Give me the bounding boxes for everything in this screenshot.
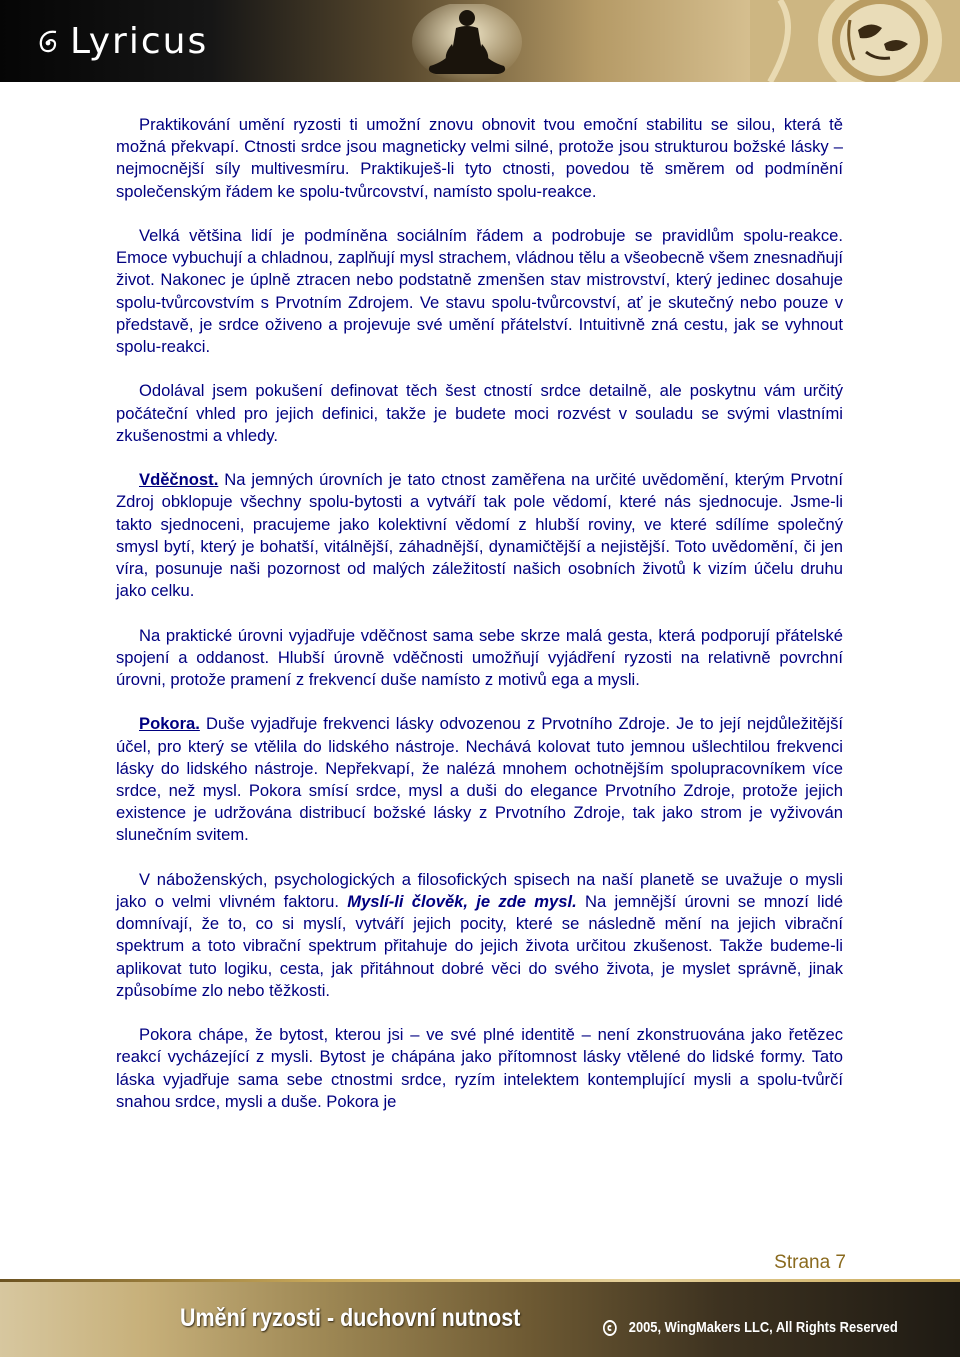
term-gratitude: Vděčnost. [139, 470, 219, 490]
paragraph-text: Pokora chápe, že bytost, kterou jsi – ve své plné identitě – není zkonstruována jako řetězec reakcí vycházející z mysli. Bytost je chápána jako přítomnost lásky vtělené do lidské formy. Tato láska vyjadřuje sama sebe ctnostmi srdce, ryzím intelektem kontemplující mysli a spolu-tvůrčí snahou srdce, mysli a duše. Pokora je [116, 1025, 843, 1111]
paragraph [116, 625, 843, 692]
paragraph [116, 380, 843, 447]
paragraph-text: Na jemnější úrovni se mnozí lidé domnívají, že to, co si myslí, vytváří jejich pocity, které se následně mění na jejich vibrační spektrum a toto vibrační spektrum přitahuje do jejich života určitou zkušenost. Takže budeme-li aplikovat tuto logiku, cesta, jak přitáhnout dobré věci do svého života, je myslet správně, jinak způsobíme zlo nebo těžkosti. [116, 892, 843, 1000]
footer-copyright [603, 1319, 898, 1336]
copyright-text: 2005, WingMakers LLC, All Rights Reserved [629, 1319, 898, 1336]
paragraph-humility [116, 713, 843, 846]
lyricus-logo [34, 20, 208, 62]
paragraph [116, 1024, 843, 1113]
page-header [0, 0, 960, 82]
spiral-mark-icon [34, 26, 64, 56]
paragraph [116, 225, 843, 358]
paragraph-text: Duše vyjadřuje frekvenci lásky odvozenou z Prvotního Zdroje. Je to její nejdůležitější účel, pro který se vtělila do lidského nástroje. Nechává kolovat tuto jemnou ušlechtilou frekvenci lásky do lidského nástroje. Nepřekvapí, že nalézá mnohem ochotnějším spolupracovníkem více srdce, než mysl. Pokora smísí srdce, mysl a duši do elegance Prvotního Zdroje, protože jejich existence je udržována distribucí božské lásky z Prvotního Zdroje, tak jako strom je vyživován slunečním svitem. [116, 714, 843, 845]
ornament-art-icon [750, 0, 960, 82]
term-humility: Pokora. [139, 714, 200, 734]
paragraph-text: Praktikování umění ryzosti ti umožní znovu obnovit tvou emoční stabilitu se silou, která tě možná překvapí. Ctnosti srdce jsou magneticky velmi silné, protože jsou strukturou božské lásky – nejmocnější síly multivesmíru. Praktikuješ-li tyto ctnosti, povedou tě směrem od podmínění společenským řádem ke spolu-tvůrcovství, namísto spolu-reakce. [116, 115, 843, 201]
paragraph-text: Na praktické úrovni vyjadřuje vděčnost sama sebe skrze malá gesta, která podporují přátelské spojení a oddanost. Hlubší úrovně vděčnosti umožňují vyjádření ryzosti na relativně povrchní úrovni, protože pramení z frekvencí duše namísto z motivů ega a mysli. [116, 625, 843, 690]
page-number: Strana 7 [774, 1252, 846, 1273]
footer-title: Umění ryzosti - duchovní nutnost [180, 1304, 521, 1332]
emphasis-text: Myslí-li člověk, je zde mysl. [347, 892, 577, 912]
copyright-icon [603, 1320, 617, 1336]
paragraph [116, 114, 843, 203]
logo-text: Lyricus [70, 20, 209, 62]
paragraph-text: Odolával jsem pokušení definovat těch šest ctností srdce detailně, ale poskytnu vám určitý počáteční vhled pro jejich definici, takže je budete moci rozvést v souladu se svými vlastními zkušenostmi a vhledy. [116, 381, 843, 445]
document-body [116, 114, 843, 1113]
paragraph-gratitude [116, 469, 843, 602]
paragraph [116, 869, 843, 1002]
meditating-figure-icon [412, 4, 522, 82]
paragraph-text: V náboženských, psychologických a filosofických spisech na naší planetě se uvažuje o mysli jako o velmi vlivném faktoru. [116, 869, 843, 912]
paragraph-text: Na jemných úrovních je tato ctnost zaměřena na určité uvědomění, kterým Prvotní Zdroj obklopuje všechny spolu-bytosti a vytváří tak pole vědomí, které nás sjednocuje. Jsme-li takto sjednoceni, pracujeme jako kolektivní vědomí z hlubší roviny, ve které sdílíme společný smysl bytí, který je bohatší, vitálnější, záhadnější, dynamičtější a nejistější. Toto uvědomění, či jen víra, posunuje naši pozornost od malých záležitostí našich osobních životů k vizím účelu druhu jako celku. [116, 470, 843, 601]
paragraph-text: Velká většina lidí je podmíněna sociálním řádem a podrobuje se pravidlům spolu-reakce. Emoce vybuchují a chladnou, zaplňují mysl strachem, vládnou tělu a všeobecně všem znesnadňují život. Nakonec je úplně ztracen nebo podstatně zmenšen stav mistrovství, který jedinec dosahuje spolu-tvůrcovstvím s Prvotním Zdrojem. Ve stavu spolu-tvůrcovství, ať je skutečný nebo pouze v představě, je srdce oživeno a projevuje své umění přátelství. Intuitivně zná cestu, jak se vyhnout spolu-reakci. [116, 226, 843, 357]
page-footer [0, 1282, 960, 1357]
